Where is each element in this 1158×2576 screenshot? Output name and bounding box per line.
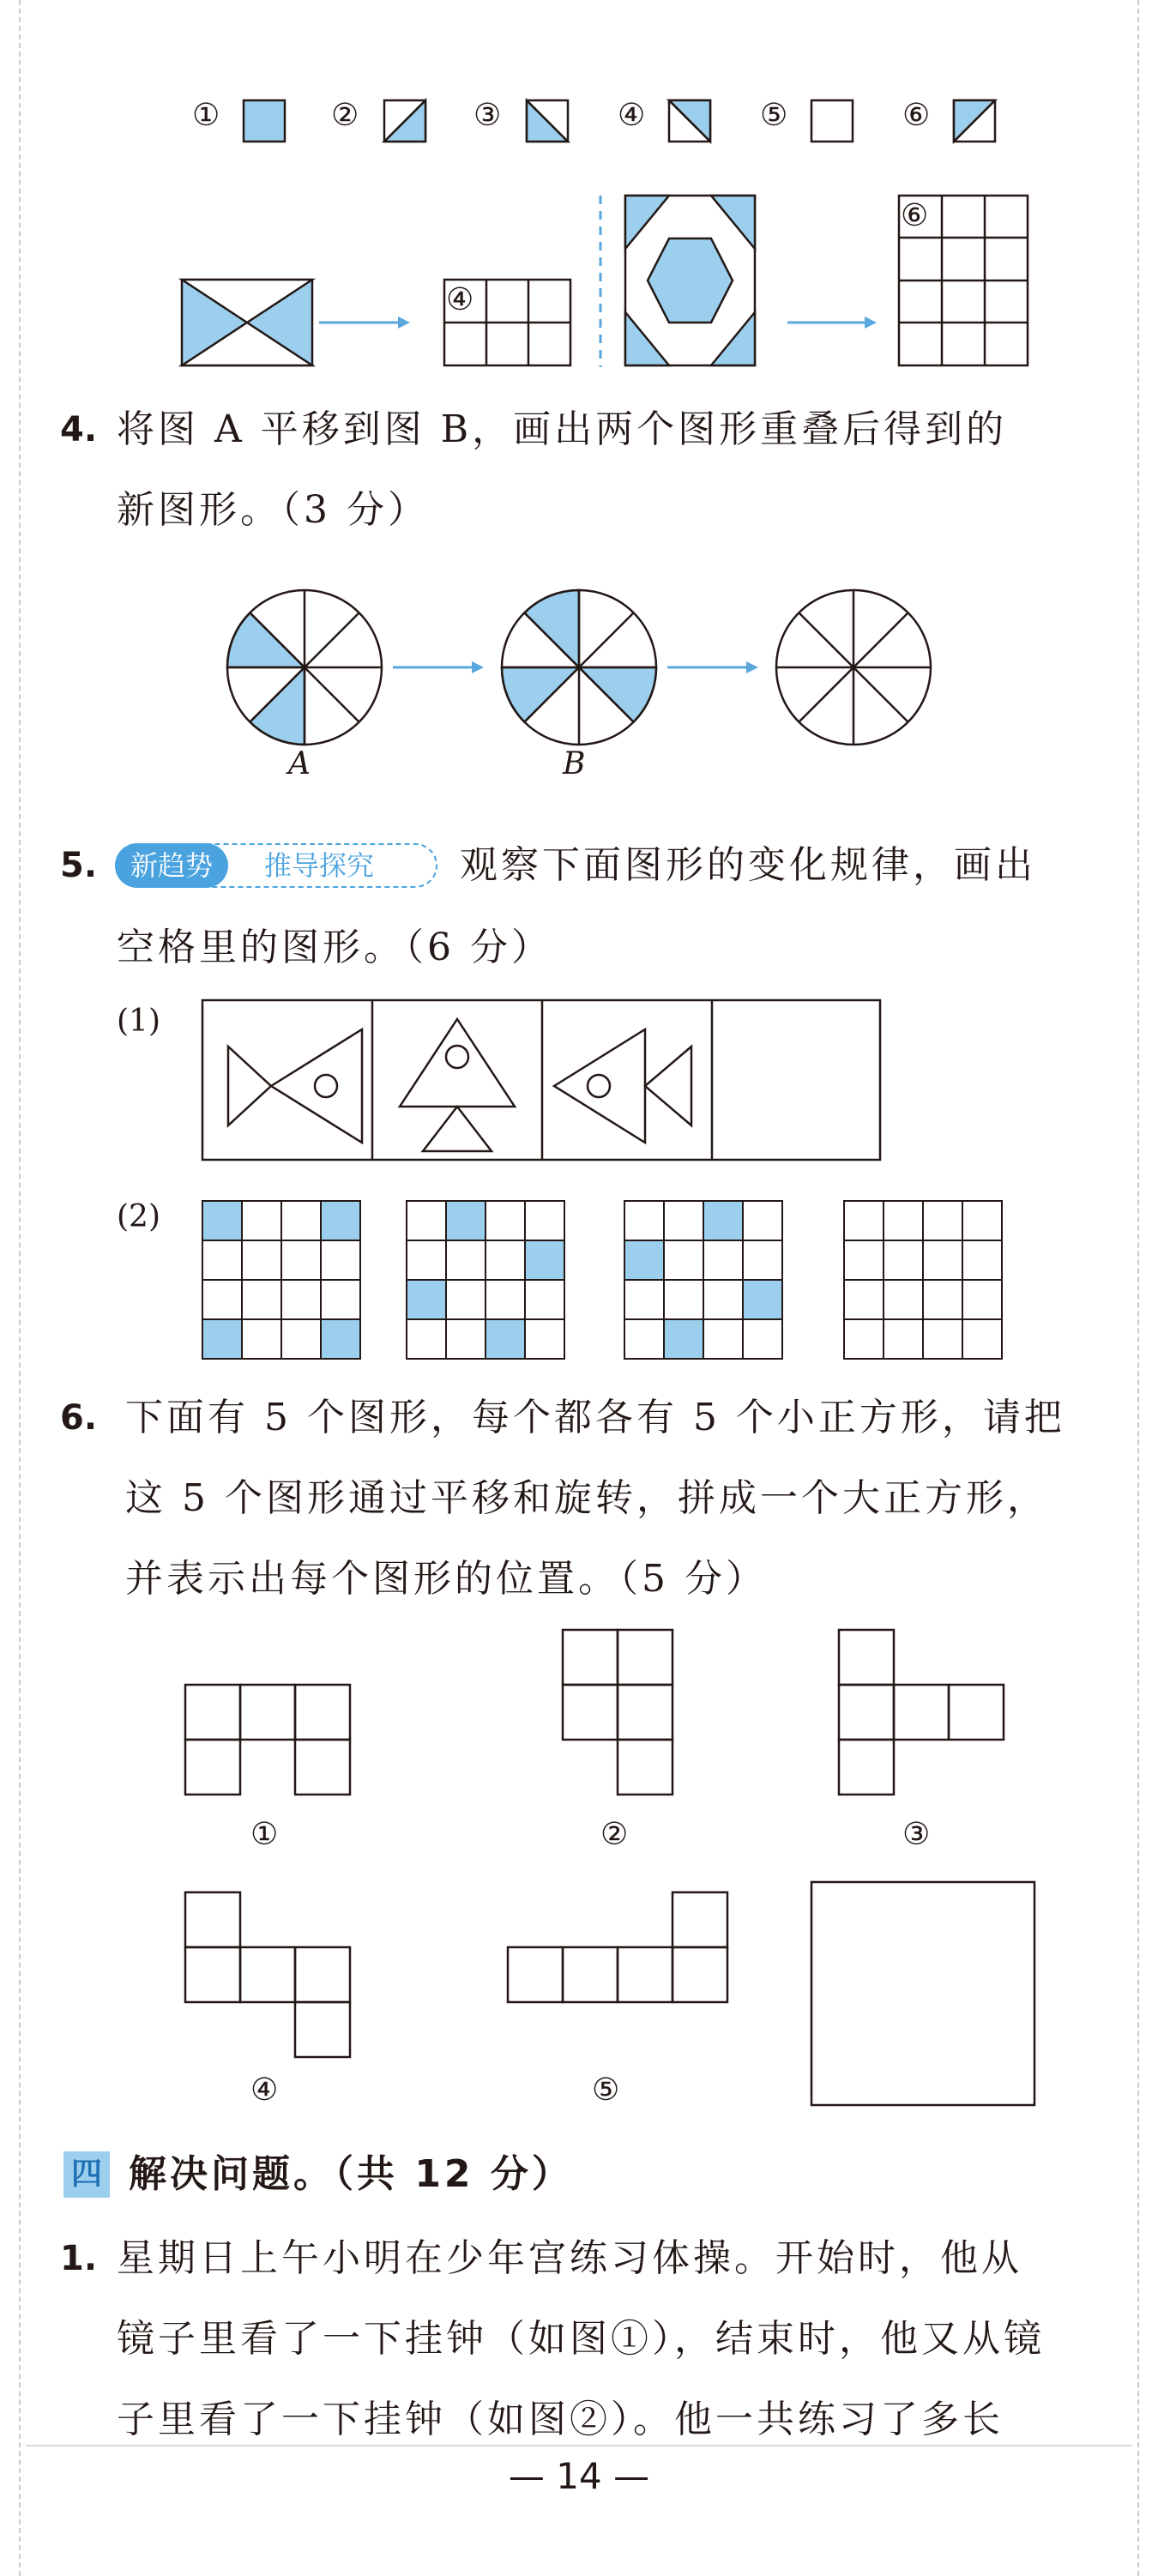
shape-3 [839, 1630, 1004, 1795]
shape-label-3: ③ [902, 1817, 931, 1852]
shape-4 [185, 1892, 350, 2057]
answer-square [811, 1882, 1034, 2105]
option-label-2: ② [331, 98, 359, 133]
trend-badge-sub: 推导探究 [264, 849, 375, 882]
option-label-3: ③ [473, 98, 502, 133]
label-a: A [288, 746, 311, 781]
q5-text-line2: 空格里的图形。（6 分） [117, 926, 552, 969]
q6-number: 6. [60, 1398, 98, 1438]
shape-label-4: ④ [250, 2072, 279, 2108]
q6-text-line3: 并表示出每个图形的位置。（5 分） [125, 1557, 767, 1601]
q4-text-line2: 新图形。（3 分） [117, 488, 429, 532]
p1-text-line2: 镜子里看了一下挂钟（如图①），结束时，他又从镜 [117, 2317, 1045, 2361]
q5-number: 5. [60, 846, 98, 885]
shape-1 [185, 1685, 350, 1795]
q5-part2-label: (2) [117, 1199, 160, 1234]
page-number: — 14 — [508, 2455, 650, 2497]
q4-text-line1: 将图 A 平移到图 B，画出两个图形重叠后得到的 [117, 407, 1008, 451]
q6-text-line2: 这 5 个图形通过平移和旋转，拼成一个大正方形， [125, 1476, 1048, 1520]
option-label-6: ⑥ [902, 98, 931, 133]
shape-5 [508, 1892, 727, 2002]
shape-label-5: ⑤ [592, 2072, 620, 2108]
option-label-4: ④ [618, 98, 646, 133]
p1-text-line1: 星期日上午小明在少年宫练习体操。开始时，他从 [117, 2236, 1022, 2280]
option-label-5: ⑤ [760, 98, 788, 133]
q6-text-line1: 下面有 5 个图形，每个都各有 5 个小正方形，请把 [125, 1396, 1065, 1439]
option-label-1: ① [192, 98, 220, 133]
section-badge: 四 [63, 2151, 110, 2198]
footer-rule [26, 2445, 1132, 2446]
q5-part1-label: (1) [117, 1004, 160, 1039]
label-b: B [563, 746, 586, 781]
grid-label-right: ⑥ [901, 198, 929, 233]
section-title: 解决问题。（共 12 分） [129, 2152, 573, 2196]
grid-label-left: ④ [446, 282, 474, 317]
p1-number: 1. [60, 2239, 98, 2278]
shape-2 [563, 1630, 672, 1795]
p1-text-line3: 子里看了一下挂钟（如图②）。他一共练习了多长 [117, 2398, 1004, 2441]
shape-label-2: ② [600, 1817, 629, 1852]
q4-number: 4. [60, 410, 98, 449]
q5-text-line1: 观察下面图形的变化规律，画出 [460, 843, 1036, 887]
trend-badge-main: 新趋势 [115, 843, 228, 888]
shape-label-1: ① [250, 1817, 279, 1852]
